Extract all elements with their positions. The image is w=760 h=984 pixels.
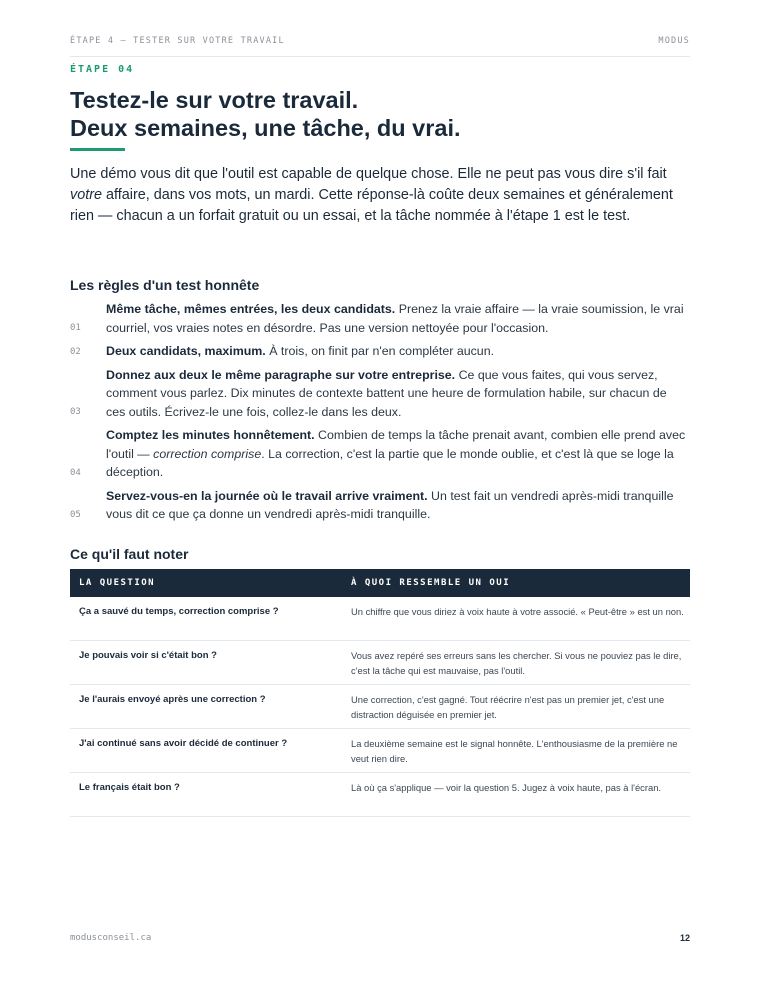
page-title xyxy=(70,86,690,142)
table-cell-question: J'ai continué sans avoir décidé de continuer ? xyxy=(79,738,288,749)
rule-body: À trois, on finit par n'en compléter aucun. xyxy=(265,344,495,358)
intro-paragraph xyxy=(70,164,685,227)
table-cell-answer: Vous avez repéré ses erreurs sans les chercher. Si vous ne pouviez pas le dire, c'est la tâche qui est mauvaise, pas l'outil. xyxy=(351,650,682,676)
rule-body: Prenez la vraie affaire — la vraie soumission, le vrai courriel, vos vraies notes en désordre. Pas une version nettoyée pour l'occasion. xyxy=(106,302,684,335)
table-row xyxy=(70,641,690,685)
title-line-1: Testez-le sur votre travail. xyxy=(70,87,359,113)
rule-text xyxy=(106,366,686,422)
intro-text-end: affaire, dans vos mots, un mardi. Cette réponse-là coûte deux semaines et généralement rien — chacun a un forfait gratuit ou un essai, et la tâche nommée à l'étape 1 est le test. xyxy=(70,187,673,224)
rule-text xyxy=(106,342,686,361)
table-cell-question: Ça a sauvé du temps, correction comprise ? xyxy=(79,606,279,617)
step-label: ÉTAPE 04 xyxy=(70,64,135,75)
table-cell-question: Le français était bon ? xyxy=(79,782,180,793)
table-cell-answer: Là où ça s'applique — voir la question 5. Jugez à voix haute, pas à l'écran. xyxy=(351,782,662,793)
rule-emphasis: correction comprise xyxy=(153,446,262,461)
table-cell-answer: Une correction, c'est gagné. Tout réécrire n'est pas un premier jet, c'est une distraction déguisée en premier jet. xyxy=(351,694,665,720)
running-header-section: ÉTAPE 4 — TESTER SUR VOTRE TRAVAIL xyxy=(70,36,285,46)
rule-item xyxy=(70,300,690,337)
rule-title: Servez-vous-en la journée où le travail arrive vraiment. xyxy=(106,488,428,503)
table-row xyxy=(70,729,690,773)
rule-body: Un test fait un vendredi après-midi tranquille vous dit ce que ça donne un vendredi après-midi tranquille. xyxy=(106,488,674,521)
rule-item xyxy=(70,342,690,361)
rule-number: 05 xyxy=(70,509,81,520)
rule-title: Comptez les minutes honnêtement. xyxy=(106,428,315,442)
rules-heading: Les règles d'un test honnête xyxy=(70,277,260,293)
table-header xyxy=(70,569,690,597)
rule-title: Deux candidats, maximum. xyxy=(106,344,266,358)
table-row xyxy=(70,685,690,729)
rule-text xyxy=(106,426,686,482)
rule-number: 02 xyxy=(70,346,81,357)
column-header-answer: À QUOI RESSEMBLE UN OUI xyxy=(351,578,511,588)
table-cell-question: Je l'aurais envoyé après une correction ? xyxy=(79,694,266,705)
table-cell-answer: La deuxième semaine est le signal honnête. L'enthousiasme de la première ne veut rien dire. xyxy=(351,738,678,764)
running-header-brand: MODUS xyxy=(658,36,690,46)
rule-number: 04 xyxy=(70,467,81,478)
rule-number: 01 xyxy=(70,323,81,333)
table-row xyxy=(70,597,690,641)
rule-number: 03 xyxy=(70,407,81,417)
rule-body-end: . La correction, c'est la partie que le monde oublie, et c'est là que se loge la déception. xyxy=(106,446,674,479)
table-cell-answer: Un chiffre que vous diriez à voix haute à votre associé. « Peut-être » est un non. xyxy=(351,606,684,617)
footer-site: modusconseil.ca xyxy=(70,933,152,943)
rule-body: Ce que vous faites, qui vous servez, comment vous parlez. Dix minutes de contexte battent une heure de formulation habile, sur chacun de ces outils. Écrivez-le une fois, collez-le dans les deux. xyxy=(106,367,667,419)
rule-title: Donnez aux deux le même paragraphe sur votre entreprise. xyxy=(106,367,456,382)
rule-item xyxy=(70,426,690,482)
title-line-2: Deux semaines, une tâche, du vrai. xyxy=(70,115,461,141)
intro-emphasis: votre xyxy=(70,187,102,203)
rule-title: Même tâche, mêmes entrées, les deux candidats. xyxy=(106,302,396,316)
table-row xyxy=(70,773,690,817)
notes-heading: Ce qu'il faut noter xyxy=(70,546,189,562)
page-number: 12 xyxy=(679,933,690,943)
rule-item xyxy=(70,366,690,422)
rule-item xyxy=(70,487,690,524)
rule-text xyxy=(106,487,686,524)
column-header-question: LA QUESTION xyxy=(79,578,156,588)
rule-text xyxy=(106,300,686,337)
table-cell-question: Je pouvais voir si c'était bon ? xyxy=(79,650,217,661)
page-footer xyxy=(70,933,690,943)
criteria-table xyxy=(70,569,690,817)
running-header xyxy=(70,36,690,57)
accent-rule xyxy=(70,148,125,151)
intro-text: Une démo vous dit que l'outil est capable de quelque chose. Elle ne peut pas vous dire s'il fait xyxy=(70,166,667,182)
rule-body: Combien de temps la tâche prenait avant, combien elle prend avec l'outil — xyxy=(106,428,686,461)
rules-list xyxy=(70,300,690,529)
